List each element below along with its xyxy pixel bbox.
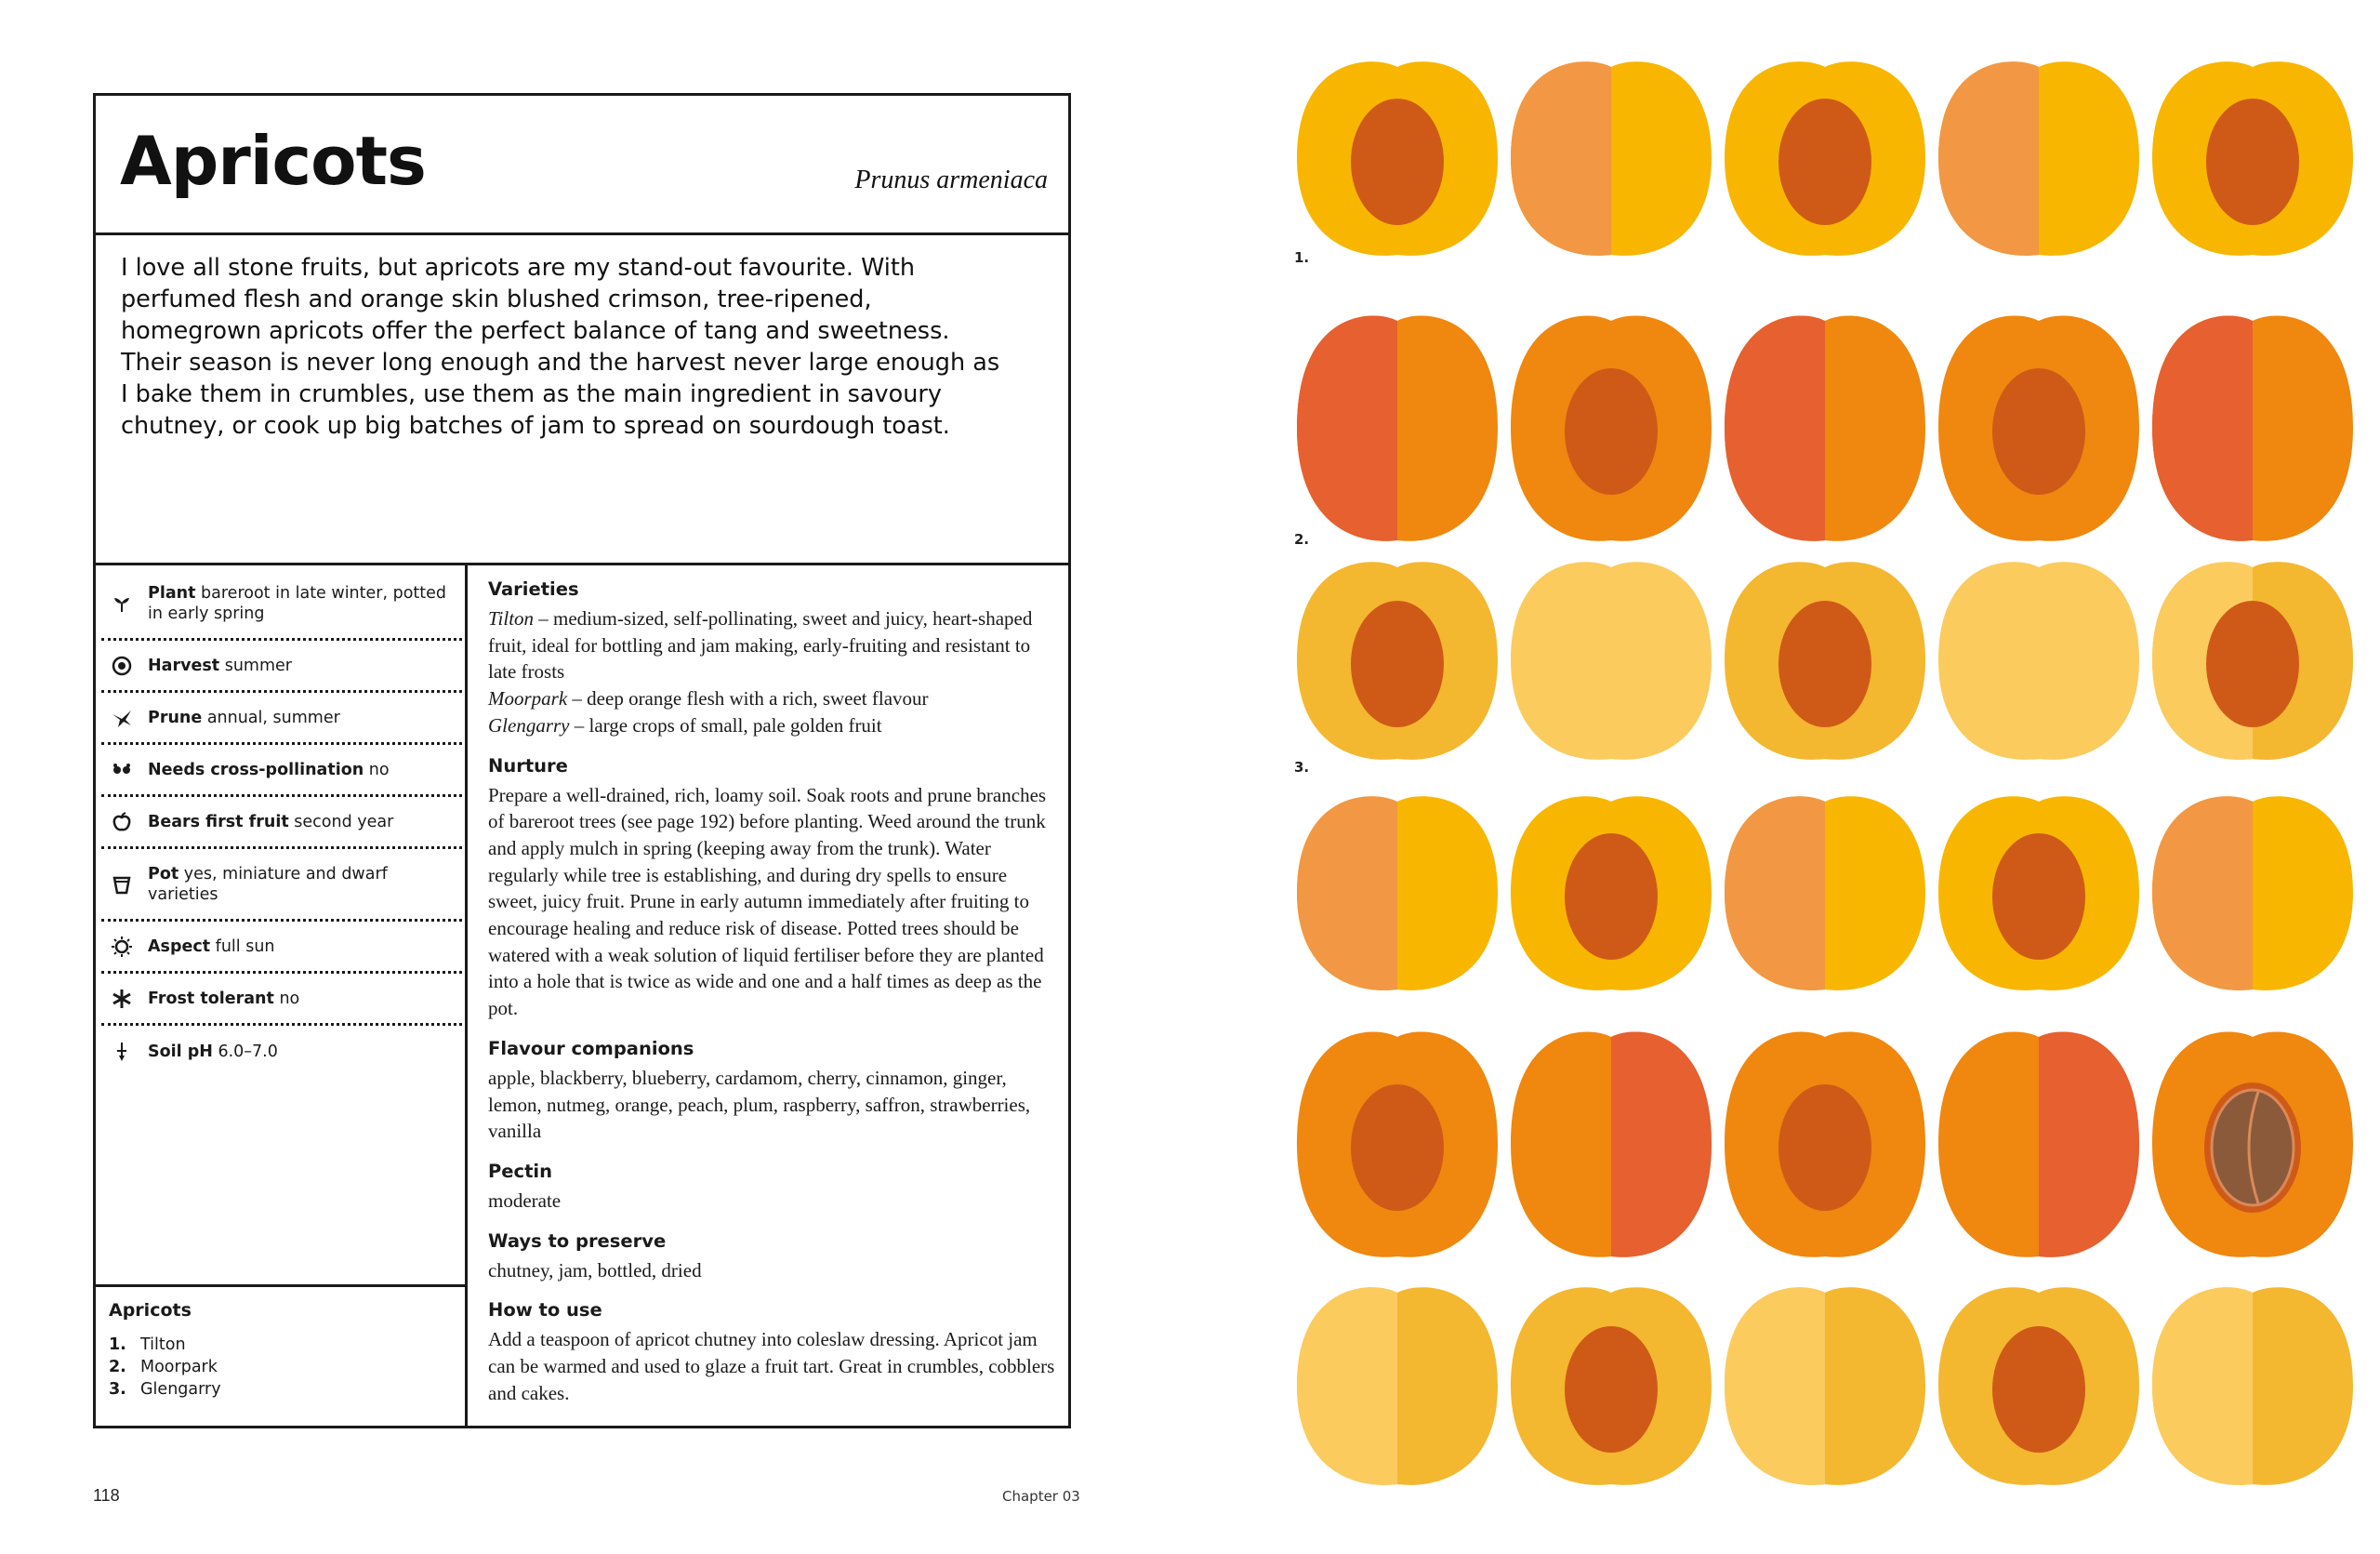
soil-probe-icon xyxy=(107,1041,137,1063)
apricot-moorpark-cut xyxy=(1295,1009,1500,1279)
legend-number: 1. xyxy=(109,1335,126,1354)
apricot-flesh xyxy=(1509,539,1713,781)
apricot-grid xyxy=(1246,56,2361,1507)
section-heading: Pectin xyxy=(488,1160,552,1182)
apricot-moorpark-half-right xyxy=(1937,1009,2143,1279)
legend-list xyxy=(109,1334,465,1401)
section-text: Add a teaspoon of apricot chutney into coleslaw dressing. Apricot jam can be warmed and used to glaze a fruit tart. Great in crumbles, cobblers and cakes. xyxy=(488,1328,1055,1404)
apricot-stone xyxy=(2206,601,2299,727)
apricot-moorpark-half-right xyxy=(1509,1009,1715,1279)
title-row xyxy=(96,96,1068,235)
variety-description: – deep orange flesh with a rich, sweet flavour xyxy=(567,687,929,711)
section-heading: How to use xyxy=(488,1299,602,1322)
fact-row xyxy=(101,974,462,1026)
detail-sections xyxy=(488,754,1055,1407)
fact-value: second year xyxy=(288,812,394,831)
apricot-glengarry-half xyxy=(2150,1265,2355,1507)
apricot-skin-half xyxy=(1295,774,1397,1012)
apricot-stone xyxy=(1565,1326,1658,1453)
legend-name: Glengarry xyxy=(140,1380,221,1399)
apricot-body xyxy=(1295,774,1500,1012)
legend-item xyxy=(109,1356,465,1378)
apricot-tilton-cut xyxy=(2150,56,2355,277)
apricot-skin-half xyxy=(2150,293,2253,563)
column-divider xyxy=(465,565,468,1428)
fact-text xyxy=(148,583,462,624)
fact-text xyxy=(148,656,292,676)
legend-number: 2. xyxy=(109,1358,126,1376)
fact-row xyxy=(101,641,462,693)
fact-text xyxy=(148,812,393,832)
intro-section xyxy=(96,235,1068,565)
apricot-skin-half xyxy=(1723,774,1825,1012)
apricot-glengarry-cut xyxy=(1295,539,1500,781)
fact-value: full sun xyxy=(210,936,275,956)
fact-text xyxy=(148,760,390,780)
pruning-shears-icon xyxy=(107,707,137,729)
legend-number: 3. xyxy=(109,1380,126,1399)
fact-value: summer xyxy=(219,656,292,675)
apricot-illustration xyxy=(1246,56,2361,1507)
fact-row xyxy=(101,568,462,641)
section-text: apple, blackberry, blueberry, cardamom, cherry, cinnamon, ginger, lemon, nutmeg, orange, peach, plum, raspberry, saffron, strawberries, vanilla xyxy=(488,1066,1031,1143)
fact-value: bareroot in late winter, potted in early spring xyxy=(148,583,447,623)
apricot-skin-half xyxy=(1937,56,2039,277)
apricot-skin-half xyxy=(1295,293,1397,563)
fact-label: Aspect xyxy=(148,936,211,956)
page-number: 118 xyxy=(93,1486,120,1505)
legend-name: Tilton xyxy=(140,1335,186,1354)
apricot-skin-half xyxy=(2150,1265,2253,1507)
apricot-body xyxy=(1509,56,1713,277)
apricot-moorpark-half xyxy=(1295,293,1500,563)
variety-legend xyxy=(96,1284,465,1428)
apricot-skin-half xyxy=(1295,1265,1397,1507)
apricot-tilton-cut xyxy=(1509,774,1713,1012)
pot-icon xyxy=(107,873,137,896)
apricot-tilton-half xyxy=(1723,774,1927,1012)
chapter-label: Chapter 03 xyxy=(1002,1488,1080,1505)
apricot-glengarry-whole xyxy=(1509,539,1713,781)
bees-icon xyxy=(107,759,137,781)
apricot-moorpark-pit xyxy=(2150,1009,2355,1279)
legend-item xyxy=(109,1378,465,1401)
sun-icon xyxy=(107,936,137,958)
apricot-stone xyxy=(1992,833,2085,960)
apricot-tilton-half xyxy=(1509,56,1713,277)
fact-text xyxy=(148,989,299,1009)
apricot-body xyxy=(1509,539,1713,781)
fact-value: annual, summer xyxy=(202,708,340,727)
apricot-stone xyxy=(1565,368,1658,495)
variety-name: Tilton xyxy=(488,607,535,630)
latin-name: Prunus armeniaca xyxy=(854,166,1048,194)
apricot-stone xyxy=(1351,601,1444,727)
apricot-body xyxy=(1937,1009,2143,1279)
apricot-body xyxy=(1509,1009,1715,1279)
apricot-tilton-cut xyxy=(1723,56,1927,277)
apricot-moorpark-cut xyxy=(1509,293,1713,563)
apricot-stone xyxy=(1778,99,1871,225)
fact-row xyxy=(101,922,462,974)
facts-list xyxy=(101,568,462,1078)
row-number-label: 1. xyxy=(1294,249,1310,266)
recipe-card xyxy=(93,93,1071,1428)
apricot-tilton-half xyxy=(2150,774,2355,1012)
apricot-skin-half xyxy=(1611,1009,1715,1279)
fact-label: Harvest xyxy=(148,656,220,675)
apricot-skin-half xyxy=(2039,1009,2143,1279)
legend-title: Apricots xyxy=(109,1300,192,1321)
apricot-skin-half xyxy=(2150,774,2253,1012)
legend-name: Moorpark xyxy=(140,1358,218,1376)
apricot-glengarry-half xyxy=(1295,1265,1500,1507)
apricot-body xyxy=(1937,539,2141,781)
apricot-stone xyxy=(1778,601,1871,727)
section-heading: Ways to preserve xyxy=(488,1229,667,1252)
apricot-stone xyxy=(1351,1084,1444,1211)
apricot-tilton-half xyxy=(1937,56,2141,277)
apricot-stone xyxy=(1992,368,2085,495)
fact-row xyxy=(101,1026,462,1078)
apricot-body xyxy=(1723,1265,1927,1507)
fact-text xyxy=(148,1042,278,1062)
apricot-body xyxy=(1295,293,1500,563)
fact-label: Pot xyxy=(148,864,179,883)
apricot-stone xyxy=(1351,99,1444,225)
apricot-stone xyxy=(2206,99,2299,225)
apple-fruit-icon xyxy=(107,811,137,833)
details-column xyxy=(488,578,1055,1421)
variety-name: Moorpark xyxy=(488,687,568,711)
section-text: chutney, jam, bottled, dried xyxy=(488,1258,702,1282)
apricot-glengarry-cut-half xyxy=(2150,539,2357,781)
apricot-body xyxy=(2150,774,2355,1012)
section-text: Prepare a well-drained, rich, loamy soil. Soak roots and prune branches of bareroot trees (see page 192) before planting. Weed around the trunk and apply mulch in spring (keeping away from the trunk). Water regularly while tree is establishing, and during dry spells to ensure sweet, juicy fruit. Prune in early autumn immediately after fruiting to encourage healing and reduce risk of disease. Potted trees should be watered with a weak solution of liquid fertiliser before they are planted into a hole that is twice as wide and one and a half times as deep as the pot. xyxy=(488,783,1047,1020)
apricot-flesh xyxy=(1937,539,2141,781)
fact-text xyxy=(148,936,275,957)
tree-planting-icon xyxy=(107,592,137,615)
apricot-stone xyxy=(1992,1326,2085,1453)
apricot-glengarry-cut xyxy=(1937,1265,2141,1507)
legend-item xyxy=(109,1334,465,1356)
apricot-moorpark-half xyxy=(2150,293,2355,563)
apricot-body xyxy=(1295,1265,1500,1507)
apricot-body xyxy=(1937,56,2141,277)
fact-value: no xyxy=(273,989,300,1008)
fact-label: Bears first fruit xyxy=(148,812,289,831)
snowflake-icon xyxy=(107,988,137,1010)
fact-label: Plant xyxy=(148,583,196,603)
fact-label: Needs cross-pollination xyxy=(148,760,364,779)
apricot-glengarry-cut xyxy=(1723,539,1927,781)
fact-row xyxy=(101,745,462,797)
varieties-text xyxy=(488,605,1055,739)
apricot-body xyxy=(1723,774,1927,1012)
fact-label: Soil pH xyxy=(148,1043,213,1061)
varieties-heading: Varieties xyxy=(488,578,579,600)
apricot-glengarry-cut xyxy=(1509,1265,1713,1507)
page-title: Apricots xyxy=(120,122,426,200)
apricot-moorpark-half xyxy=(1723,293,1927,563)
apricot-skin-half xyxy=(1723,1265,1825,1507)
row-number-label: 3. xyxy=(1294,759,1310,776)
section-text: moderate xyxy=(488,1189,562,1212)
apricot-stone xyxy=(1778,1084,1871,1211)
fact-label: Prune xyxy=(148,708,203,727)
apricot-body xyxy=(1723,293,1927,563)
apricot-tilton-half xyxy=(1295,774,1500,1012)
apricot-moorpark-cut xyxy=(1723,1009,1927,1279)
variety-description: – large crops of small, pale golden fruit xyxy=(569,713,882,737)
fact-value: 6.0–7.0 xyxy=(212,1043,278,1061)
fact-value: yes, miniature and dwarf varieties xyxy=(148,864,388,904)
fact-text xyxy=(148,708,340,728)
variety-description: – medium-sized, self-pollinating, sweet and juicy, heart-shaped fruit, ideal for bottling and jam making, early-fruiting and resistant to late frosts xyxy=(488,607,1033,684)
section-heading: Flavour companions xyxy=(488,1037,694,1059)
apricot-body xyxy=(2150,1265,2355,1507)
apricot-tilton-cut xyxy=(1937,774,2141,1012)
apricot-tilton-cut xyxy=(1295,56,1500,277)
intro-text: I love all stone fruits, but apricots are my stand-out favourite. With perfumed flesh and orange skin blushed crimson, tree-ripened, homegrown apricots offer the perfect balance of tang and sweetness. Their season is never long enough and the harvest never large enough as I bake them in crumbles, use them as the main ingredient in savoury chutney, or cook up big batches of jam to spread on sourdough toast. xyxy=(121,254,1000,440)
apricot-glengarry-half xyxy=(1723,1265,1927,1507)
apricot-stone xyxy=(1565,833,1658,960)
fact-row xyxy=(101,849,462,922)
fact-row xyxy=(101,693,462,745)
row-number-label: 2. xyxy=(1294,531,1310,548)
apricot-skin-half xyxy=(1509,56,1611,277)
apricot-body xyxy=(2150,293,2355,563)
fact-text xyxy=(148,864,462,905)
variety-name: Glengarry xyxy=(488,713,570,737)
apricot-moorpark-cut xyxy=(1937,293,2141,563)
apricot-skin-half xyxy=(1723,293,1825,563)
apricot-glengarry-whole xyxy=(1937,539,2141,781)
section-heading: Nurture xyxy=(488,754,568,777)
fact-label: Frost tolerant xyxy=(148,989,274,1008)
harvest-target-icon xyxy=(107,655,137,677)
fact-row xyxy=(101,797,462,849)
fact-value: no xyxy=(364,760,390,779)
